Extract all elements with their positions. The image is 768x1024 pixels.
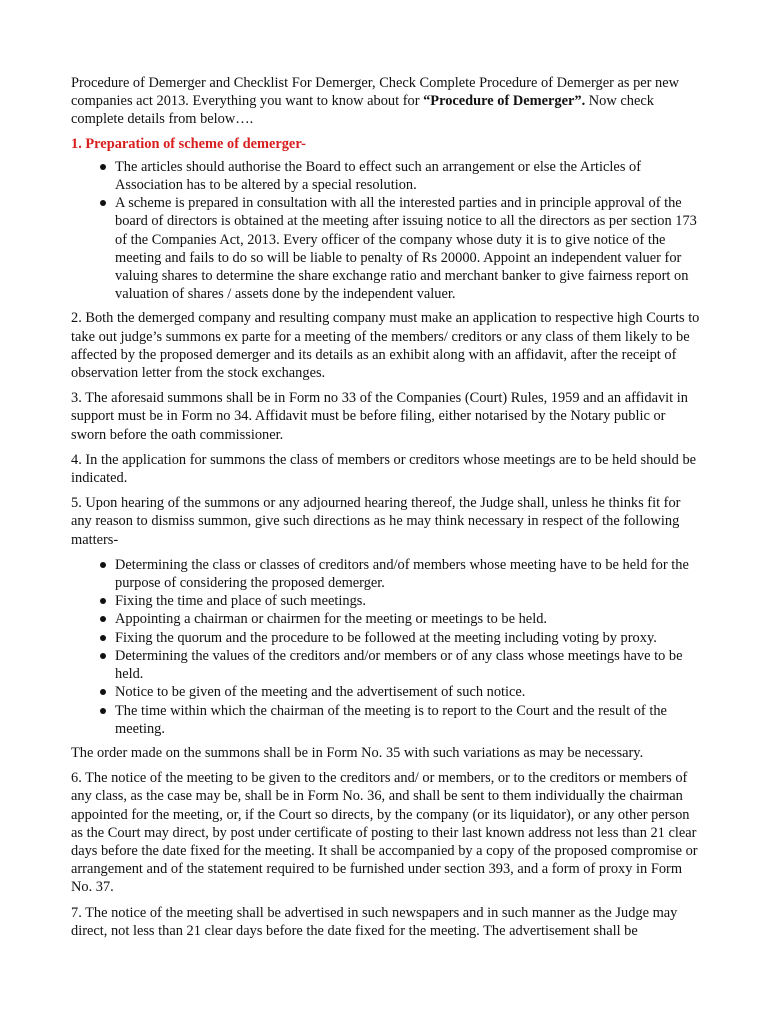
list-item: The articles should authorise the Board to effect such an arrangement or else the Articles of Association has to be altered by a special resolution. xyxy=(115,158,701,194)
intro-bold-title: “Procedure of Demerger”. xyxy=(423,93,586,110)
list-item: A scheme is prepared in consultation with all the interested parties and in principle approval of the board of directors is obtained at the meeting after issuing notice to all the directors as per section 173 of the Companies Act, 2013. Every officer of the company whose duty it is to give notice of the meeting and fails to do so will be liable to penalty of Rs 20000. Appoint an independent valuer for valuing shares to determine the share exchange ratio and merchant banker to give fairness report on valuation of shares / assets done by the independent valuer. xyxy=(115,194,701,303)
paragraph-4: 4. In the application for summons the class of members or creditors whose meetings are to be held should be indicated. xyxy=(71,451,697,487)
paragraph-7: 7. The notice of the meeting shall be advertised in such newspapers and in such manner as the Judge may direct, not less than 21 clear days before the date fixed for the meeting. The advertisement shall be xyxy=(71,904,678,939)
paragraph-3: 3. The aforesaid summons shall be in Form no 33 of the Companies (Court) Rules, 1959 and an affidavit in support must be in Form no 34. Affidavit must be before filing, either notarised by the Notary public or sworn before the oath commissioner. xyxy=(71,390,688,443)
list-item: Determining the class or classes of creditors and/of members whose meeting have to be held for the purpose of considering the proposed demerger. xyxy=(115,556,701,592)
paragraph-5: 5. Upon hearing of the summons or any adjourned hearing thereof, the Judge shall, unless he thinks fit for any reason to dismiss summon, give such directions as he may think necessary in respect of the following matters- xyxy=(71,495,681,548)
order-note: The order made on the summons shall be in Form No. 35 with such variations as may be necessary. xyxy=(71,744,644,761)
preparation-list xyxy=(71,158,701,304)
section-heading-preparation: 1. Preparation of scheme of demerger- xyxy=(71,135,306,152)
paragraph-6: 6. The notice of the meeting to be given to the creditors and/ or members, or to the creditors or members of any class, as the case may be, shall be in Form No. 36, and shall be sent to them individually the chairman appointed for the meeting, or, if the Court so directs, by the company (or its liquidator), or any other person as the Court may direct, by post under certificate of posting to their last known address not less than 21 clear days before the date fixed for the meeting. It shall be accompanied by a copy of the proposed compromise or arrangement and of the statement required to be furnished under section 393, and a form of proxy in Form No. 37. xyxy=(71,770,698,896)
list-item: Appointing a chairman or chairmen for the meeting or meetings to be held. xyxy=(115,610,701,628)
intro-text: Procedure of Demerger and Checklist For Demerger, Check Complete Procedure of Demerger as per new companies act 2013. Everything you want to know about for xyxy=(71,75,680,110)
list-item: Determining the values of the creditors and/or members or of any class whose meetings have to be held. xyxy=(115,647,701,683)
document-page xyxy=(71,74,701,947)
list-item: The time within which the chairman of the meeting is to report to the Court and the result of the meeting. xyxy=(115,702,701,738)
list-item: Fixing the time and place of such meetings. xyxy=(115,592,701,610)
paragraph-2: 2. Both the demerged company and resulting company must make an application to respective high Courts to take out judge’s summons ex parte for a meeting of the members/ creditors or any class of them likely to be affected by the proposed demerger and its details as an exhibit along with an affidavit, after the receipt of observation letter from the stock exchanges. xyxy=(71,310,700,382)
summons-matters-list xyxy=(71,556,701,738)
list-item: Notice to be given of the meeting and the advertisement of such notice. xyxy=(115,683,701,701)
list-item: Fixing the quorum and the procedure to be followed at the meeting including voting by proxy. xyxy=(115,629,701,647)
intro-text-end: Now check complete details from below…. xyxy=(71,93,654,128)
intro-paragraph xyxy=(71,74,701,129)
